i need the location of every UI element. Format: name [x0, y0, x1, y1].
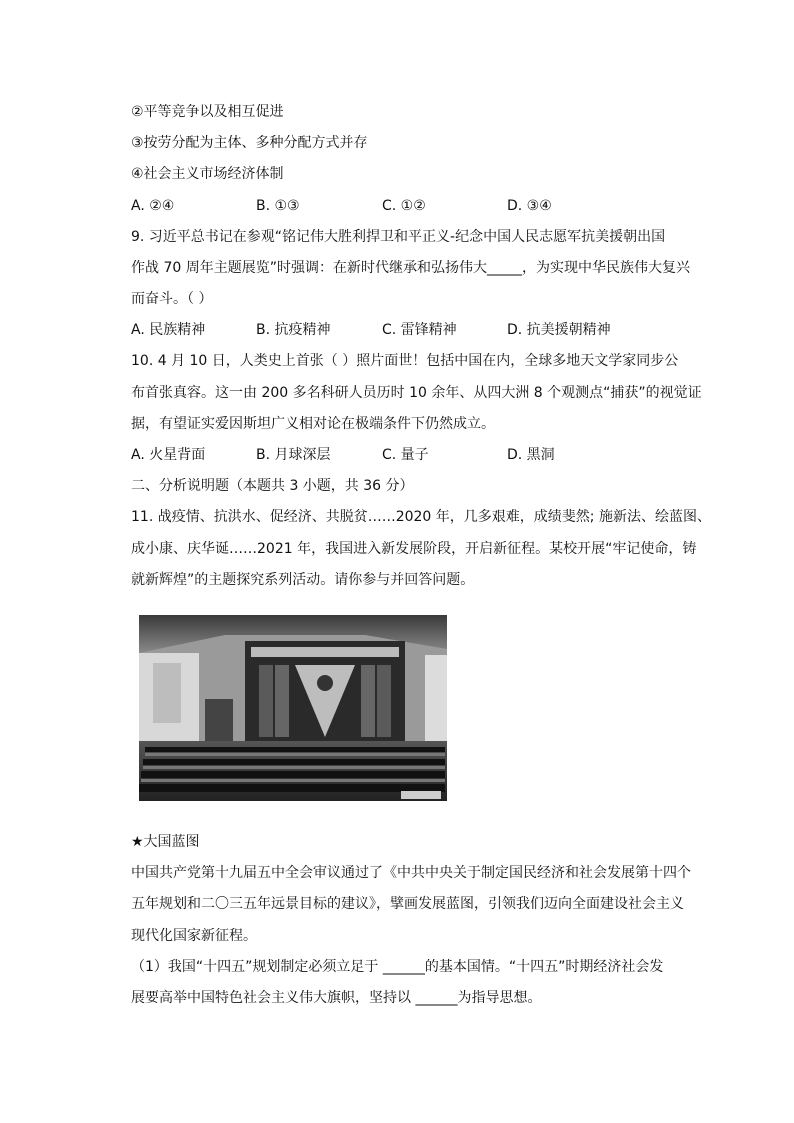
choice-c[interactable]: C. ①②: [382, 198, 426, 214]
choice-a[interactable]: A. 火星背面: [131, 447, 206, 463]
q11-line-3: 就新辉煌”的主题探究系列活动。请你参与并回答问题。: [131, 572, 475, 588]
choice-b[interactable]: B. ①③: [256, 198, 300, 214]
q8-choices: [131, 196, 691, 216]
q11-sub1-line-2: 展要高举中国特色社会主义伟大旗帜，坚持以 ______为指导思想。: [131, 990, 542, 1006]
choice-d[interactable]: D. ③④: [507, 198, 552, 214]
choice-d[interactable]: D. 抗美援朝精神: [507, 322, 611, 338]
q9-line-1: 9. 习近平总书记在参观“铭记伟大胜利捍卫和平正义-纪念中国人民志愿军抗美援朝出国: [131, 229, 666, 245]
meeting-hall-photo-icon: [135, 611, 461, 809]
q9-choices: [131, 320, 691, 340]
q10-line-2: 布首张真容。这一由 200 多名科研人员历时 10 余年、从四大洲 8 个观测点“捕获”的视觉证: [131, 385, 702, 401]
q11-sub1-line-1: （1）我国“十四五”规划制定必须立足于 ______的基本国情。“十四五”时期经济社会发: [131, 959, 664, 975]
blueprint-line-3: 现代化国家新征程。: [131, 928, 257, 944]
blueprint-title: ★大国蓝图: [131, 834, 200, 850]
meeting-hall-photo: [135, 611, 461, 809]
choice-b[interactable]: B. 月球深层: [256, 447, 331, 463]
section-heading: 二、分析说明题（本题共 3 小题，共 36 分）: [131, 478, 414, 494]
q10-line-1: 10. 4 月 10 日，人类史上首张（ ）照片面世！包括中国在内，全球多地天文学家同步公: [131, 353, 679, 369]
option-item-2: ②平等竞争以及相互促进: [131, 104, 284, 120]
q10-line-3: 据，有望证实爱因斯坦广义相对论在极端条件下仍然成立。: [131, 416, 495, 432]
option-item-3: ③按劳分配为主体、多种分配方式并存: [131, 135, 368, 151]
q11-line-1: 11. 战疫情、抗洪水、促经济、共脱贫……2020 年，几多艰难，成绩斐然; 施新法、绘蓝图、: [131, 509, 711, 525]
choice-c[interactable]: C. 雷锋精神: [382, 322, 457, 338]
choice-a[interactable]: A. ②④: [131, 198, 175, 214]
blueprint-line-2: 五年规划和二〇三五年远景目标的建议》，擘画发展蓝图，引领我们迈向全面建设社会主义: [131, 896, 684, 912]
option-item-4: ④社会主义市场经济体制: [131, 166, 284, 182]
blueprint-line-1: 中国共产党第十九届五中全会审议通过了《中共中央关于制定国民经济和社会发展第十四个: [131, 865, 691, 881]
q10-choices: [131, 445, 691, 465]
choice-d[interactable]: D. 黑洞: [507, 447, 555, 463]
q11-line-2: 成小康、庆华诞……2021 年，我国进入新发展阶段，开启新征程。某校开展“牢记使命，铸: [131, 541, 697, 557]
choice-c[interactable]: C. 量子: [382, 447, 429, 463]
choice-b[interactable]: B. 抗疫精神: [256, 322, 331, 338]
q9-line-2: 作战 70 周年主题展览”时强调：在新时代继承和弘扬伟大_____，为实现中华民族伟大复兴: [131, 260, 690, 276]
choice-a[interactable]: A. 民族精神: [131, 322, 206, 338]
q9-line-3: 而奋斗。（ ）: [131, 291, 213, 307]
